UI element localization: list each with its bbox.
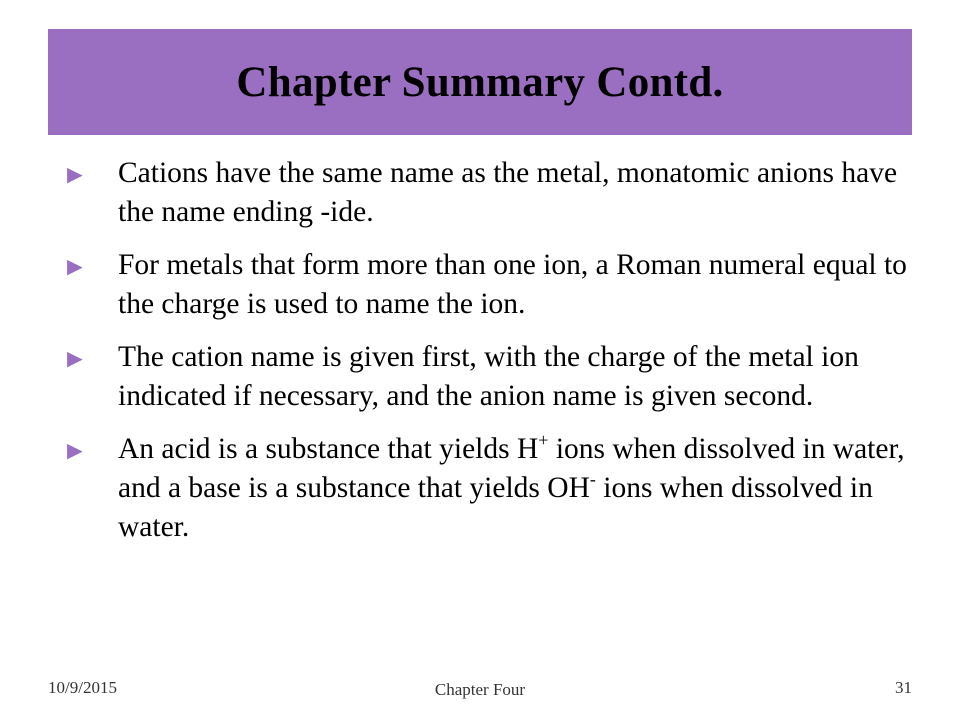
footer-date: 10/9/2015 bbox=[48, 678, 117, 697]
bullet-text: The cation name is given first, with the charge of the metal ion indicated if necessary, and the anion name is given second. bbox=[118, 341, 859, 412]
bullet-text bbox=[118, 430, 905, 543]
footer-page-number: 31 bbox=[895, 678, 912, 697]
bullet-text-part: ions when dissolved in water. bbox=[118, 472, 873, 543]
superscript-plus: + bbox=[538, 430, 549, 450]
bullet-item bbox=[62, 430, 912, 547]
bullet-item bbox=[62, 246, 912, 324]
arrow-bullet-icon: ► bbox=[62, 252, 88, 281]
bullet-list bbox=[62, 154, 912, 561]
title-bar bbox=[48, 29, 912, 135]
bullet-text: For metals that form more than one ion, a Roman numeral equal to the charge is used to name the ion. bbox=[118, 249, 907, 320]
slide-title: Chapter Summary Contd. bbox=[236, 58, 724, 106]
arrow-bullet-icon: ► bbox=[62, 436, 88, 465]
bullet-text-part: ions when dissolved in water, and a base is a substance that yields OH bbox=[118, 433, 905, 504]
bullet-text-part: An acid is a substance that yields H bbox=[118, 433, 539, 465]
bullet-item bbox=[62, 154, 912, 232]
footer-chapter: Chapter Four bbox=[434, 680, 526, 699]
bullet-text: Cations have the same name as the metal, monatomic anions have the name ending -ide. bbox=[118, 157, 898, 228]
superscript-minus: - bbox=[589, 469, 596, 489]
arrow-bullet-icon: ► bbox=[62, 160, 88, 189]
bullet-item bbox=[62, 338, 912, 416]
arrow-bullet-icon: ► bbox=[62, 344, 88, 373]
